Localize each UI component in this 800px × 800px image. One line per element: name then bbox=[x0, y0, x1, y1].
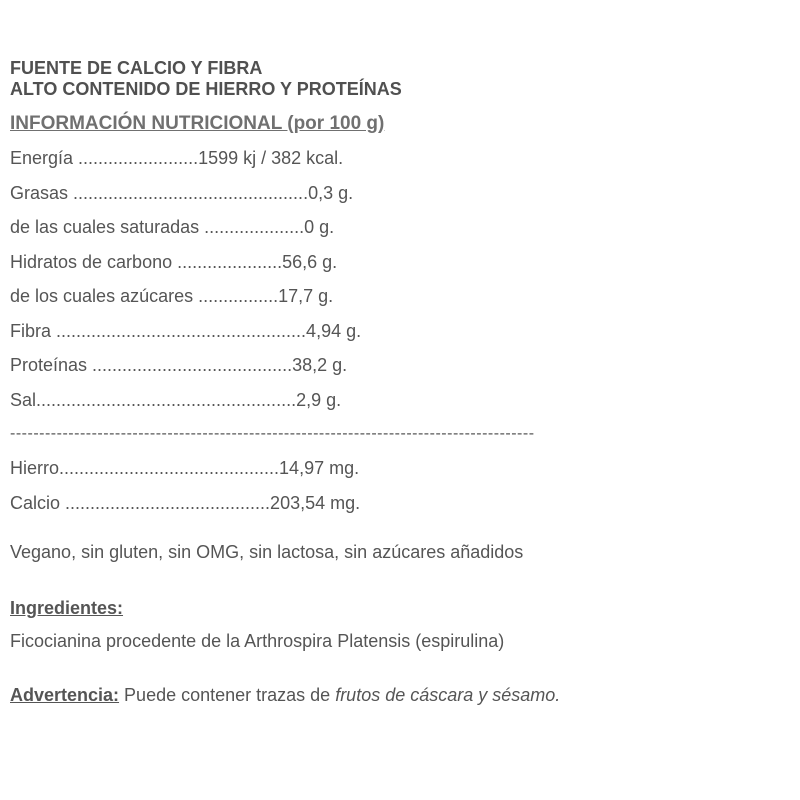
claim-iron-protein: ALTO CONTENIDO DE HIERRO Y PROTEÍNAS bbox=[10, 79, 402, 99]
dietary-claims: Vegano, sin gluten, sin OMG, sin lactosa, sin azúcares añadidos bbox=[10, 542, 524, 562]
nutrition-table bbox=[10, 141, 780, 520]
product-claims bbox=[10, 58, 780, 100]
warning-label: Advertencia: bbox=[10, 685, 120, 705]
warning-text: Puede contener trazas de bbox=[119, 685, 336, 705]
nutrition-row-carbohydrates: Hidratos de carbono .....................56,6 g. bbox=[10, 251, 338, 272]
nutrition-row-energy: Energía ........................1599 kj / 382 kcal. bbox=[10, 148, 344, 168]
nutrition-row-sugars: de los cuales azúcares ................17,7 g. bbox=[10, 286, 334, 306]
ingredients-title: Ingredientes: bbox=[10, 598, 124, 618]
product-info bbox=[10, 58, 780, 707]
allergen-warning bbox=[10, 683, 780, 707]
dashed-separator: ------------------------------------------------------------------------------------------ bbox=[10, 425, 535, 442]
nutrition-row-fiber: Fibra ..................................................4,94 g. bbox=[10, 320, 362, 341]
nutrition-row-fat: Grasas ...............................................0,3 g. bbox=[10, 182, 354, 203]
ingredients-text: Ficocianina procedente de la Arthrospira Platensis (espirulina) bbox=[10, 631, 505, 651]
mineral-row-calcium: Calcio .........................................203,54 mg. bbox=[10, 492, 361, 513]
claim-calcium-fiber: FUENTE DE CALCIO Y FIBRA bbox=[10, 58, 263, 78]
nutrition-row-salt: Sal....................................................2,9 g. bbox=[10, 389, 342, 410]
nutrition-row-protein: Proteínas ........................................38,2 g. bbox=[10, 355, 348, 375]
mineral-row-iron: Hierro............................................14,97 mg. bbox=[10, 458, 360, 478]
nutrition-row-saturated: de las cuales saturadas ....................0 g. bbox=[10, 217, 335, 237]
nutrition-title: INFORMACIÓN NUTRICIONAL (por 100 g) bbox=[10, 113, 385, 134]
warning-allergens: frutos de cáscara y sésamo. bbox=[335, 685, 561, 705]
